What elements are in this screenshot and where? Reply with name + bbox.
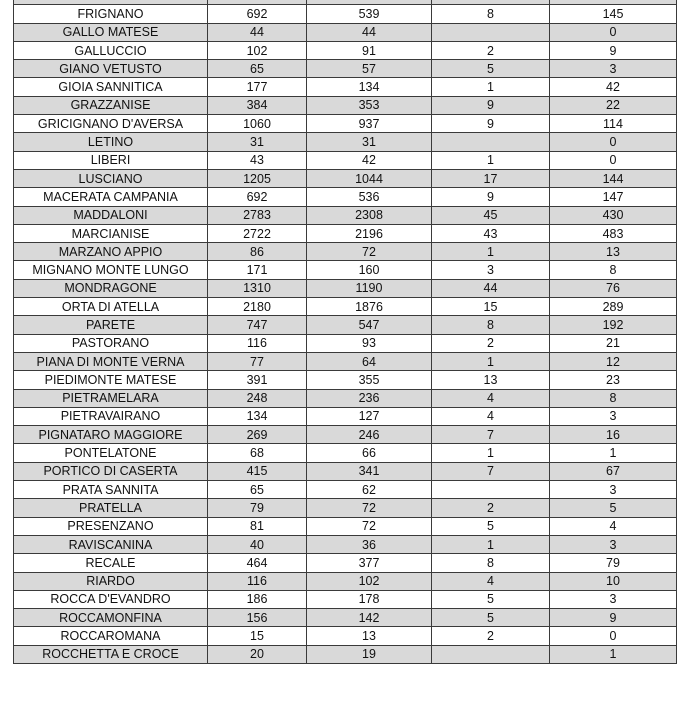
- value-col3-cell: 8: [432, 316, 550, 334]
- table-row: [14, 444, 677, 462]
- value-col4-cell: 430: [550, 206, 677, 224]
- municipality-cell: PONTELATONE: [14, 444, 208, 462]
- table-row: [14, 133, 677, 151]
- table-row: [14, 96, 677, 114]
- value-col3-cell: 3: [432, 261, 550, 279]
- value-col3-cell: 7: [432, 426, 550, 444]
- value-col4-cell: 3: [550, 60, 677, 78]
- table-row: [14, 627, 677, 645]
- municipality-cell: ROCCHETTA E CROCE: [14, 645, 208, 663]
- value-col3-cell: 43: [432, 224, 550, 242]
- municipality-cell: LIBERI: [14, 151, 208, 169]
- municipality-cell: PORTICO DI CASERTA: [14, 462, 208, 480]
- municipality-cell: PIGNATARO MAGGIORE: [14, 426, 208, 444]
- value-col2-cell: 353: [307, 96, 432, 114]
- table-row: [14, 426, 677, 444]
- municipality-cell: PRATA SANNITA: [14, 481, 208, 499]
- value-col3-cell: [432, 133, 550, 151]
- value-col2-cell: 64: [307, 352, 432, 370]
- municipality-cell: MARZANO APPIO: [14, 243, 208, 261]
- value-col1-cell: 2783: [208, 206, 307, 224]
- value-col3-cell: 2: [432, 499, 550, 517]
- value-col1-cell: 116: [208, 334, 307, 352]
- municipality-cell: MADDALONI: [14, 206, 208, 224]
- value-col1-cell: 68: [208, 444, 307, 462]
- table-row: [14, 499, 677, 517]
- value-col1-cell: 65: [208, 481, 307, 499]
- value-col2-cell: 102: [307, 572, 432, 590]
- value-col2-cell: 42: [307, 151, 432, 169]
- value-col4-cell: 9: [550, 41, 677, 59]
- value-col4-cell: 0: [550, 133, 677, 151]
- value-col1-cell: 269: [208, 426, 307, 444]
- value-col1-cell: 20: [208, 645, 307, 663]
- municipality-cell: RAVISCANINA: [14, 535, 208, 553]
- value-col2-cell: 127: [307, 407, 432, 425]
- value-col4-cell: 76: [550, 279, 677, 297]
- value-col2-cell: 246: [307, 426, 432, 444]
- value-col4-cell: 144: [550, 169, 677, 187]
- municipality-cell: FRIGNANO: [14, 5, 208, 23]
- table-row: [14, 5, 677, 23]
- value-col3-cell: 5: [432, 60, 550, 78]
- value-col2-cell: 1044: [307, 169, 432, 187]
- value-col2-cell: 134: [307, 78, 432, 96]
- value-col1-cell: 692: [208, 188, 307, 206]
- value-col4-cell: 145: [550, 5, 677, 23]
- value-col2-cell: 547: [307, 316, 432, 334]
- value-col2-cell: 536: [307, 188, 432, 206]
- value-col1-cell: 44: [208, 23, 307, 41]
- municipality-cell: ROCCAROMANA: [14, 627, 208, 645]
- value-col1-cell: 391: [208, 371, 307, 389]
- municipality-cell: GIOIA SANNITICA: [14, 78, 208, 96]
- value-col1-cell: 2180: [208, 298, 307, 316]
- table-row: [14, 23, 677, 41]
- municipality-cell: MONDRAGONE: [14, 279, 208, 297]
- value-col2-cell: 1190: [307, 279, 432, 297]
- value-col3-cell: 2: [432, 41, 550, 59]
- value-col1-cell: 15: [208, 627, 307, 645]
- value-col4-cell: 0: [550, 23, 677, 41]
- table-row: [14, 261, 677, 279]
- value-col1-cell: 77: [208, 352, 307, 370]
- value-col3-cell: [432, 23, 550, 41]
- value-col4-cell: 8: [550, 389, 677, 407]
- value-col2-cell: 62: [307, 481, 432, 499]
- table-row: [14, 481, 677, 499]
- table-row: [14, 645, 677, 663]
- value-col1-cell: 65: [208, 60, 307, 78]
- value-col4-cell: 3: [550, 535, 677, 553]
- value-col2-cell: 937: [307, 115, 432, 133]
- table-row: [14, 554, 677, 572]
- value-col3-cell: 7: [432, 462, 550, 480]
- value-col4-cell: 0: [550, 151, 677, 169]
- value-col2-cell: 2308: [307, 206, 432, 224]
- value-col4-cell: 147: [550, 188, 677, 206]
- value-col3-cell: 1: [432, 243, 550, 261]
- value-col1-cell: 186: [208, 590, 307, 608]
- value-col2-cell: 377: [307, 554, 432, 572]
- municipality-cell: RECALE: [14, 554, 208, 572]
- value-col1-cell: 248: [208, 389, 307, 407]
- value-col4-cell: 9: [550, 609, 677, 627]
- value-col3-cell: 17: [432, 169, 550, 187]
- value-col2-cell: 66: [307, 444, 432, 462]
- value-col2-cell: 31: [307, 133, 432, 151]
- value-col4-cell: 4: [550, 517, 677, 535]
- municipality-cell: MARCIANISE: [14, 224, 208, 242]
- value-col2-cell: 236: [307, 389, 432, 407]
- value-col2-cell: 72: [307, 243, 432, 261]
- table-row: [14, 188, 677, 206]
- value-col4-cell: 22: [550, 96, 677, 114]
- table-row: [14, 41, 677, 59]
- value-col4-cell: 0: [550, 627, 677, 645]
- value-col3-cell: 4: [432, 572, 550, 590]
- value-col1-cell: 40: [208, 535, 307, 553]
- municipality-cell: ORTA DI ATELLA: [14, 298, 208, 316]
- value-col1-cell: 415: [208, 462, 307, 480]
- value-col3-cell: 45: [432, 206, 550, 224]
- municipality-cell: MACERATA CAMPANIA: [14, 188, 208, 206]
- municipality-cell: PRATELLA: [14, 499, 208, 517]
- value-col1-cell: 171: [208, 261, 307, 279]
- table-row: [14, 151, 677, 169]
- municipality-cell: ROCCAMONFINA: [14, 609, 208, 627]
- value-col1-cell: 31: [208, 133, 307, 151]
- value-col3-cell: 1: [432, 151, 550, 169]
- value-col1-cell: 102: [208, 41, 307, 59]
- value-col3-cell: 44: [432, 279, 550, 297]
- value-col4-cell: 12: [550, 352, 677, 370]
- municipality-cell: GIANO VETUSTO: [14, 60, 208, 78]
- value-col3-cell: 5: [432, 517, 550, 535]
- value-col1-cell: 464: [208, 554, 307, 572]
- value-col4-cell: 13: [550, 243, 677, 261]
- value-col4-cell: 289: [550, 298, 677, 316]
- value-col3-cell: 1: [432, 535, 550, 553]
- table-row: [14, 407, 677, 425]
- table-row: [14, 224, 677, 242]
- value-col1-cell: 134: [208, 407, 307, 425]
- value-col2-cell: 142: [307, 609, 432, 627]
- municipality-cell: PIETRAVAIRANO: [14, 407, 208, 425]
- value-col4-cell: 16: [550, 426, 677, 444]
- value-col4-cell: 483: [550, 224, 677, 242]
- value-col2-cell: 160: [307, 261, 432, 279]
- value-col4-cell: 42: [550, 78, 677, 96]
- value-col3-cell: 9: [432, 96, 550, 114]
- value-col2-cell: 44: [307, 23, 432, 41]
- table-row: [14, 590, 677, 608]
- table-row: [14, 389, 677, 407]
- value-col3-cell: 15: [432, 298, 550, 316]
- value-col2-cell: 539: [307, 5, 432, 23]
- table-row: [14, 371, 677, 389]
- table-row: [14, 60, 677, 78]
- municipality-cell: PASTORANO: [14, 334, 208, 352]
- value-col3-cell: 8: [432, 5, 550, 23]
- value-col2-cell: 178: [307, 590, 432, 608]
- value-col2-cell: 341: [307, 462, 432, 480]
- value-col1-cell: 747: [208, 316, 307, 334]
- value-col3-cell: [432, 645, 550, 663]
- value-col3-cell: 9: [432, 188, 550, 206]
- value-col1-cell: 692: [208, 5, 307, 23]
- table-row: [14, 279, 677, 297]
- value-col3-cell: 8: [432, 554, 550, 572]
- value-col3-cell: 4: [432, 407, 550, 425]
- table-row: [14, 535, 677, 553]
- value-col2-cell: 93: [307, 334, 432, 352]
- value-col4-cell: 10: [550, 572, 677, 590]
- value-col3-cell: 9: [432, 115, 550, 133]
- value-col3-cell: 5: [432, 609, 550, 627]
- value-col1-cell: 177: [208, 78, 307, 96]
- municipality-cell: GALLO MATESE: [14, 23, 208, 41]
- municipality-cell: MIGNANO MONTE LUNGO: [14, 261, 208, 279]
- value-col4-cell: 3: [550, 481, 677, 499]
- value-col3-cell: 1: [432, 444, 550, 462]
- value-col4-cell: 23: [550, 371, 677, 389]
- value-col4-cell: 8: [550, 261, 677, 279]
- value-col1-cell: 86: [208, 243, 307, 261]
- table-row: [14, 352, 677, 370]
- table-row: [14, 115, 677, 133]
- municipality-cell: GRAZZANISE: [14, 96, 208, 114]
- value-col2-cell: 72: [307, 517, 432, 535]
- value-col2-cell: 1876: [307, 298, 432, 316]
- municipality-cell: GRICIGNANO D'AVERSA: [14, 115, 208, 133]
- value-col1-cell: 116: [208, 572, 307, 590]
- table-row: [14, 517, 677, 535]
- value-col2-cell: 91: [307, 41, 432, 59]
- value-col3-cell: 2: [432, 334, 550, 352]
- table-row: [14, 316, 677, 334]
- table-row: [14, 572, 677, 590]
- value-col1-cell: 79: [208, 499, 307, 517]
- table-row: [14, 462, 677, 480]
- value-col1-cell: 43: [208, 151, 307, 169]
- value-col3-cell: 1: [432, 352, 550, 370]
- value-col2-cell: 72: [307, 499, 432, 517]
- value-col4-cell: 114: [550, 115, 677, 133]
- value-col3-cell: [432, 481, 550, 499]
- value-col4-cell: 192: [550, 316, 677, 334]
- table-row: [14, 334, 677, 352]
- value-col4-cell: 5: [550, 499, 677, 517]
- value-col2-cell: 355: [307, 371, 432, 389]
- value-col4-cell: 67: [550, 462, 677, 480]
- value-col2-cell: 57: [307, 60, 432, 78]
- value-col3-cell: 2: [432, 627, 550, 645]
- value-col2-cell: 19: [307, 645, 432, 663]
- municipality-cell: PARETE: [14, 316, 208, 334]
- municipality-cell: RIARDO: [14, 572, 208, 590]
- value-col4-cell: 3: [550, 590, 677, 608]
- municipality-cell: PIEDIMONTE MATESE: [14, 371, 208, 389]
- value-col2-cell: 36: [307, 535, 432, 553]
- value-col3-cell: 5: [432, 590, 550, 608]
- value-col1-cell: 384: [208, 96, 307, 114]
- value-col1-cell: 81: [208, 517, 307, 535]
- table-row: [14, 206, 677, 224]
- value-col4-cell: 1: [550, 444, 677, 462]
- value-col1-cell: 156: [208, 609, 307, 627]
- value-col2-cell: 2196: [307, 224, 432, 242]
- value-col1-cell: 1310: [208, 279, 307, 297]
- municipality-table: [13, 0, 677, 664]
- value-col4-cell: 21: [550, 334, 677, 352]
- table-row: [14, 243, 677, 261]
- municipality-cell: GALLUCCIO: [14, 41, 208, 59]
- value-col4-cell: 3: [550, 407, 677, 425]
- table-row: [14, 169, 677, 187]
- municipality-cell: PRESENZANO: [14, 517, 208, 535]
- value-col1-cell: 1205: [208, 169, 307, 187]
- value-col4-cell: 79: [550, 554, 677, 572]
- value-col3-cell: 4: [432, 389, 550, 407]
- value-col1-cell: 2722: [208, 224, 307, 242]
- data-table-container: [13, 0, 676, 664]
- value-col4-cell: 1: [550, 645, 677, 663]
- municipality-cell: PIETRAMELARA: [14, 389, 208, 407]
- value-col2-cell: 13: [307, 627, 432, 645]
- municipality-cell: PIANA DI MONTE VERNA: [14, 352, 208, 370]
- municipality-cell: ROCCA D'EVANDRO: [14, 590, 208, 608]
- table-row: [14, 609, 677, 627]
- municipality-cell: LUSCIANO: [14, 169, 208, 187]
- municipality-cell: LETINO: [14, 133, 208, 151]
- value-col3-cell: 1: [432, 78, 550, 96]
- table-row: [14, 78, 677, 96]
- value-col1-cell: 1060: [208, 115, 307, 133]
- value-col3-cell: 13: [432, 371, 550, 389]
- table-row: [14, 298, 677, 316]
